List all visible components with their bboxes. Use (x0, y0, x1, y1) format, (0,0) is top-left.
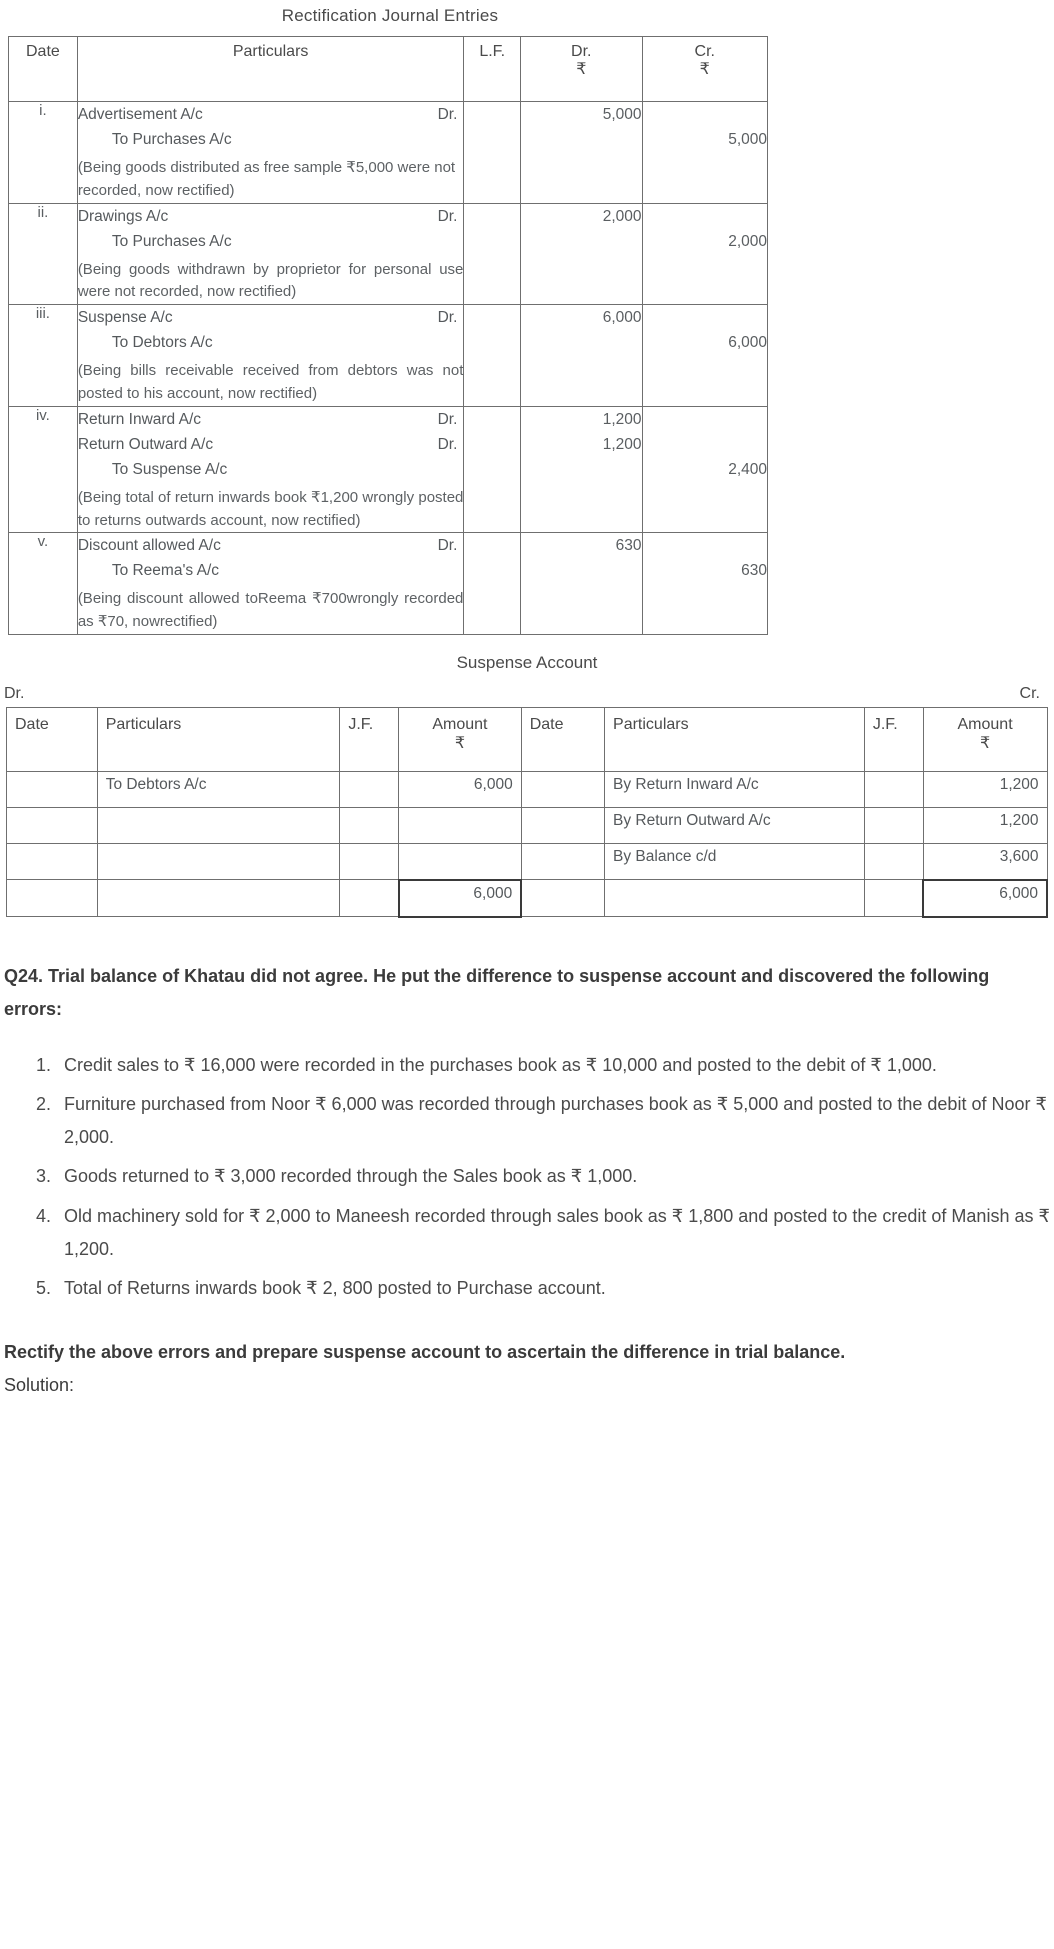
journal-entry-line (78, 330, 464, 355)
dr-tag: Dr. (437, 435, 458, 453)
table-row (9, 406, 768, 533)
suspense-dr-particulars (97, 807, 340, 843)
suspense-cr-label: Cr. (1019, 684, 1040, 702)
table-row (7, 807, 1048, 843)
suspense-total-row (7, 880, 1048, 917)
journal-row-number: iv. (9, 406, 78, 533)
journal-row-credit (642, 203, 768, 305)
journal-entry-line (78, 102, 464, 127)
account-name: Advertisement A/c (77, 106, 203, 123)
credit-amount: 5,000 (728, 131, 767, 148)
debit-amount: 1,200 (602, 410, 642, 428)
suspense-total-date-dr (7, 880, 98, 917)
account-name: Return Outward A/c (77, 435, 214, 453)
suspense-header-row (7, 707, 1048, 771)
suspense-cr-particulars: By Return Outward A/c (605, 807, 865, 843)
journal-entry-line (78, 127, 464, 152)
journal-row-credit (642, 102, 768, 204)
account-name: To Purchases A/c (111, 131, 232, 148)
rectification-journal-table (8, 36, 768, 635)
table-row (9, 102, 768, 204)
suspense-dr-date (7, 771, 98, 807)
journal-narration: (Being discount allowed toReema ₹700wrongly recorded as ₹70, nowrectified) (77, 590, 464, 631)
journal-table-wrapper (0, 36, 1054, 635)
table-row (9, 203, 768, 305)
table-row (9, 305, 768, 407)
table-row (7, 843, 1048, 880)
col-header-amount-dr-label: Amount (432, 715, 488, 733)
dr-tag: Dr. (437, 537, 458, 555)
suspense-cr-jf (864, 807, 923, 843)
journal-row-lf (464, 203, 521, 305)
journal-row-debit (521, 305, 642, 407)
table-row (9, 533, 768, 635)
debit-amount: 630 (615, 537, 642, 555)
account-name: Suspense A/c (77, 309, 173, 327)
dr-tag: Dr. (437, 207, 458, 225)
col-header-dr-currency: ₹ (576, 61, 587, 79)
journal-title: Rectification Journal Entries (281, 6, 499, 25)
dr-tag: Dr. (437, 410, 458, 428)
journal-narration: (Being total of return inwards book ₹1,200 wrongly posted to returns outwards account, now rectified) (77, 488, 464, 529)
solution-label: Solution: (4, 1374, 75, 1395)
credit-amount: 2,000 (728, 232, 767, 250)
debit-amount: 6,000 (602, 309, 642, 327)
journal-entry-line (78, 204, 464, 229)
journal-entry-line (78, 407, 464, 432)
journal-row-lf (464, 102, 521, 204)
credit-amount-spacer (643, 533, 768, 558)
suspense-dr-amount: 6,000 (399, 771, 522, 807)
suspense-cr-date (521, 843, 604, 880)
list-item: 3. Goods returned to ₹ 3,000 recorded through the Sales book as ₹ 1,000. (56, 1160, 1054, 1193)
col-header-date: Date (9, 37, 78, 102)
col-header-amount-cr-label: Amount (957, 715, 1013, 733)
col-header-jf-dr: J.F. (340, 707, 399, 771)
suspense-dr-date (7, 843, 98, 880)
list-item: 2. Furniture purchased from Noor ₹ 6,000 was recorded through purchases book as ₹ 5,000 and posted to the debit of Noor ₹ 2,000. (56, 1088, 1054, 1155)
journal-row-number: ii. (9, 203, 78, 305)
error-list (0, 1049, 1054, 1306)
account-name: To Purchases A/c (111, 232, 232, 250)
credit-amount: 2,400 (728, 460, 767, 478)
journal-row-particulars (77, 305, 464, 407)
suspense-cr-particulars: By Balance c/d (605, 843, 865, 880)
dr-tag: Dr. (437, 309, 458, 327)
col-header-particulars-dr: Particulars (97, 707, 340, 771)
suspense-dr-jf (340, 771, 399, 807)
credit-amount-spacer (643, 407, 768, 432)
suspense-account-title: Suspense Account (456, 652, 598, 672)
journal-row-particulars (77, 533, 464, 635)
suspense-total-particulars-dr (97, 880, 340, 917)
col-header-jf-cr: J.F. (864, 707, 923, 771)
journal-entry-line (78, 305, 464, 330)
journal-entry-line (78, 229, 464, 254)
credit-amount: 6,000 (728, 334, 767, 352)
rectify-instruction: Rectify the above errors and prepare suspense account to ascertain the difference in trial balance. (4, 1341, 846, 1362)
suspense-drcr-labels (0, 681, 1044, 707)
credit-amount-spacer (643, 305, 768, 330)
account-name: To Reema's A/c (111, 562, 220, 580)
debit-amount: 2,000 (602, 207, 642, 225)
suspense-cr-amount: 1,200 (923, 807, 1047, 843)
account-name: To Suspense A/c (111, 460, 228, 478)
suspense-total-debit: 6,000 (399, 880, 522, 917)
col-header-amount-dr (399, 707, 522, 771)
table-row (7, 771, 1048, 807)
col-header-particulars-cr: Particulars (605, 707, 865, 771)
journal-row-debit (521, 203, 642, 305)
journal-row-particulars (77, 203, 464, 305)
journal-row-lf (464, 406, 521, 533)
suspense-cr-amount: 1,200 (923, 771, 1047, 807)
col-header-cr-currency: ₹ (699, 61, 710, 79)
question-heading: Q24. Trial balance of Khatau did not agree. He put the difference to suspense account and discovered the following errors: (4, 965, 990, 1020)
list-item: 4. Old machinery sold for ₹ 2,000 to Maneesh recorded through sales book as ₹ 1,800 and posted to the credit of Manish as ₹ 1,200. (56, 1200, 1054, 1267)
col-header-amount-cr-currency: ₹ (979, 735, 991, 753)
suspense-cr-date (521, 807, 604, 843)
account-name: To Debtors A/c (111, 334, 213, 352)
journal-row-credit (642, 406, 768, 533)
account-name: Drawings A/c (77, 207, 169, 225)
credit-amount-spacer (643, 432, 768, 457)
journal-row-credit (642, 533, 768, 635)
debit-amount: 1,200 (602, 435, 642, 453)
suspense-total-date-cr (521, 880, 604, 917)
journal-entry-line (78, 457, 464, 482)
suspense-dr-particulars (97, 843, 340, 880)
journal-row-number: iii. (9, 305, 78, 407)
suspense-cr-jf (864, 843, 923, 880)
suspense-dr-date (7, 807, 98, 843)
credit-amount-spacer (643, 102, 768, 127)
suspense-table-body (7, 771, 1048, 917)
journal-narration: (Being goods distributed as free sample ₹5,000 were not recorded, now rectified) (77, 159, 456, 199)
journal-row-number: v. (9, 533, 78, 635)
journal-row-particulars (77, 406, 464, 533)
journal-row-number: i. (9, 102, 78, 204)
suspense-table-wrapper (0, 707, 1054, 918)
col-header-amount-cr (923, 707, 1047, 771)
suspense-dr-particulars: To Debtors A/c (97, 771, 340, 807)
suspense-table-head (7, 707, 1048, 771)
col-header-dr (521, 37, 642, 102)
suspense-cr-date (521, 771, 604, 807)
col-header-particulars: Particulars (77, 37, 464, 102)
list-item: 1. Credit sales to ₹ 16,000 were recorded in the purchases book as ₹ 10,000 and posted to the debit of ₹ 1,000. (56, 1049, 1054, 1082)
credit-amount: 630 (741, 562, 767, 580)
col-header-lf: L.F. (464, 37, 521, 102)
col-header-cr-label: Cr. (694, 43, 715, 60)
journal-row-particulars (77, 102, 464, 204)
journal-entry-line (78, 432, 464, 457)
journal-row-credit (642, 305, 768, 407)
suspense-cr-jf (864, 771, 923, 807)
suspense-cr-amount: 3,600 (923, 843, 1047, 880)
suspense-total-jf-dr (340, 880, 399, 917)
col-header-date-cr: Date (521, 707, 604, 771)
account-name: Discount allowed A/c (77, 537, 221, 555)
journal-row-lf (464, 533, 521, 635)
journal-row-debit (521, 533, 642, 635)
suspense-total-jf-cr (864, 880, 923, 917)
journal-header-row (9, 37, 768, 102)
journal-entry-line (78, 558, 464, 583)
col-header-amount-dr-currency: ₹ (454, 735, 466, 753)
journal-row-debit (521, 406, 642, 533)
journal-row-debit (521, 102, 642, 204)
suspense-dr-amount (399, 807, 522, 843)
suspense-dr-amount (399, 843, 522, 880)
col-header-dr-label: Dr. (571, 43, 592, 60)
journal-entry-line (78, 533, 464, 558)
suspense-dr-label: Dr. (4, 684, 25, 702)
suspense-cr-particulars: By Return Inward A/c (605, 771, 865, 807)
credit-amount-spacer (643, 204, 768, 229)
suspense-total-credit: 6,000 (923, 880, 1047, 917)
col-header-date-dr: Date (7, 707, 98, 771)
account-name: Return Inward A/c (77, 410, 202, 428)
journal-row-lf (464, 305, 521, 407)
suspense-account-table (6, 707, 1048, 918)
suspense-dr-jf (340, 807, 399, 843)
journal-table-head (9, 37, 768, 102)
debit-amount: 5,000 (602, 106, 642, 123)
journal-table-body (9, 102, 768, 635)
suspense-total-particulars-cr (605, 880, 865, 917)
col-header-cr (642, 37, 768, 102)
journal-narration: (Being bills receivable received from debtors was not posted to his account, now rectified) (77, 362, 464, 402)
dr-tag: Dr. (437, 106, 458, 123)
journal-narration: (Being goods withdrawn by proprietor for personal use were not recorded, now rectified) (77, 260, 464, 301)
list-item: 5. Total of Returns inwards book ₹ 2, 800 posted to Purchase account. (56, 1272, 1054, 1305)
suspense-dr-jf (340, 843, 399, 880)
